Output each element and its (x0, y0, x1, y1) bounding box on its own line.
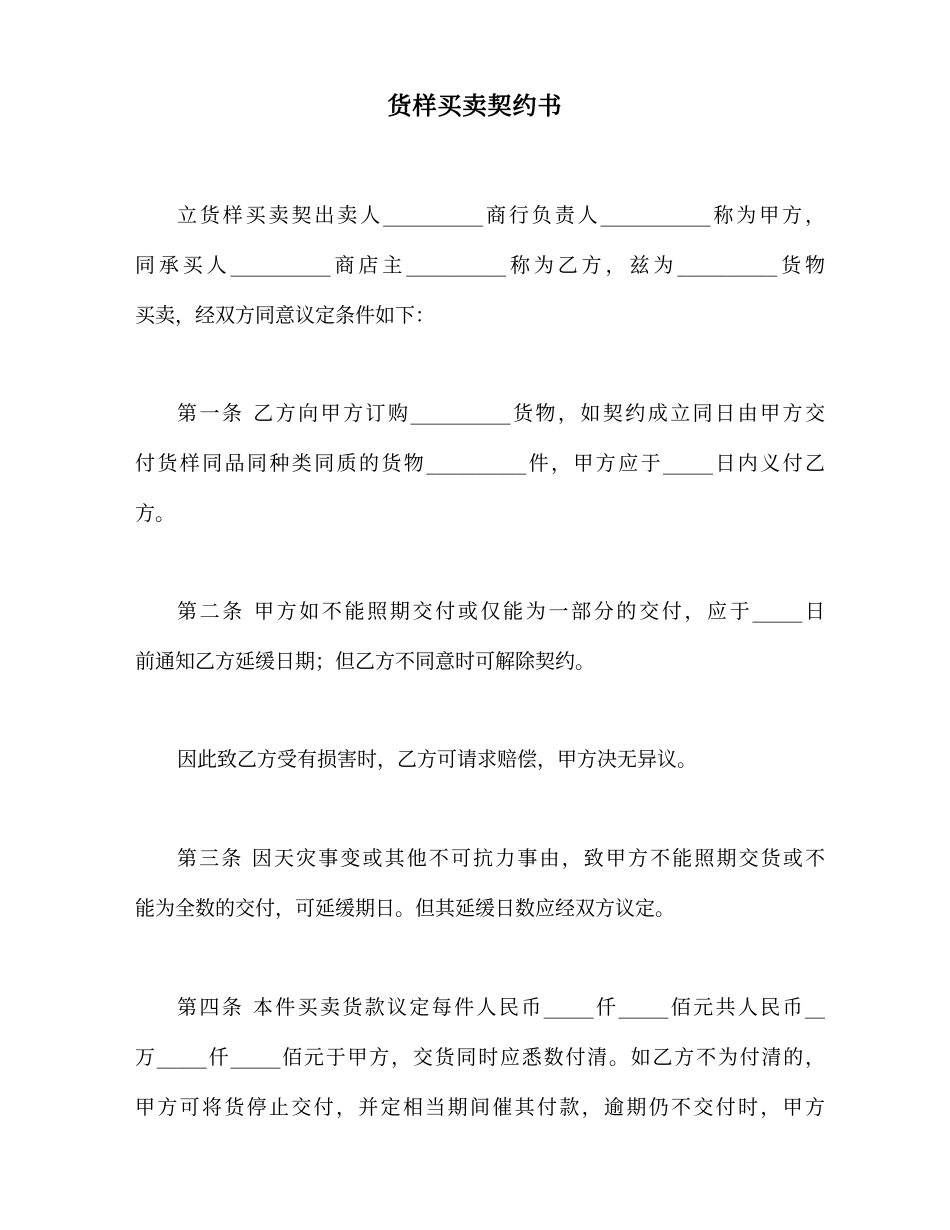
article-1-line-3: 方。 (135, 501, 175, 525)
article-2-paragraph-2: 因此致乙方受有损害时，乙方可请求赔偿，甲方决无异议。 (177, 747, 697, 771)
article-4-line-1: 第四条 本件买卖货款议定每件人民币_____仟_____佰元共人民币__ (177, 995, 825, 1019)
article-2-line-1: 第二条 甲方如不能照期交付或仅能为一部分的交付，应于_____日 (177, 599, 825, 623)
article-3-line-1: 第三条 因天灾事变或其他不可抗力事由，致甲方不能照期交货或不 (177, 846, 825, 870)
article-1-line-2: 付货样同品同种类同质的货物__________件，甲方应于_____日内义付乙 (135, 451, 825, 475)
article-2-line-2: 前通知乙方延缓日期；但乙方不同意时可解除契约。 (135, 649, 595, 673)
article-4-line-2: 万_____仟_____佰元于甲方，交货同时应悉数付清。如乙方不为付清的， (135, 1045, 825, 1069)
article-3-line-2: 能为全数的交付，可延缓期日。但其延缓日数应经双方议定。 (135, 896, 675, 920)
article-1-line-1: 第一条 乙方向甲方订购__________货物，如契约成立同日由甲方交 (177, 401, 825, 425)
preamble-line-1: 立货样买卖契出卖人__________商行负责人___________称为甲方， (177, 203, 825, 227)
document-title: 货样买卖契约书 (387, 91, 563, 120)
article-4-line-3: 甲方可将货停止交付，并定相当期间催其付款，逾期仍不交付时，甲方 (135, 1095, 825, 1119)
preamble-line-2: 同承买人__________商店主__________称为乙方，兹为__________货物 (135, 253, 825, 277)
preamble-line-3: 买卖，经双方同意议定条件如下： (135, 303, 435, 327)
